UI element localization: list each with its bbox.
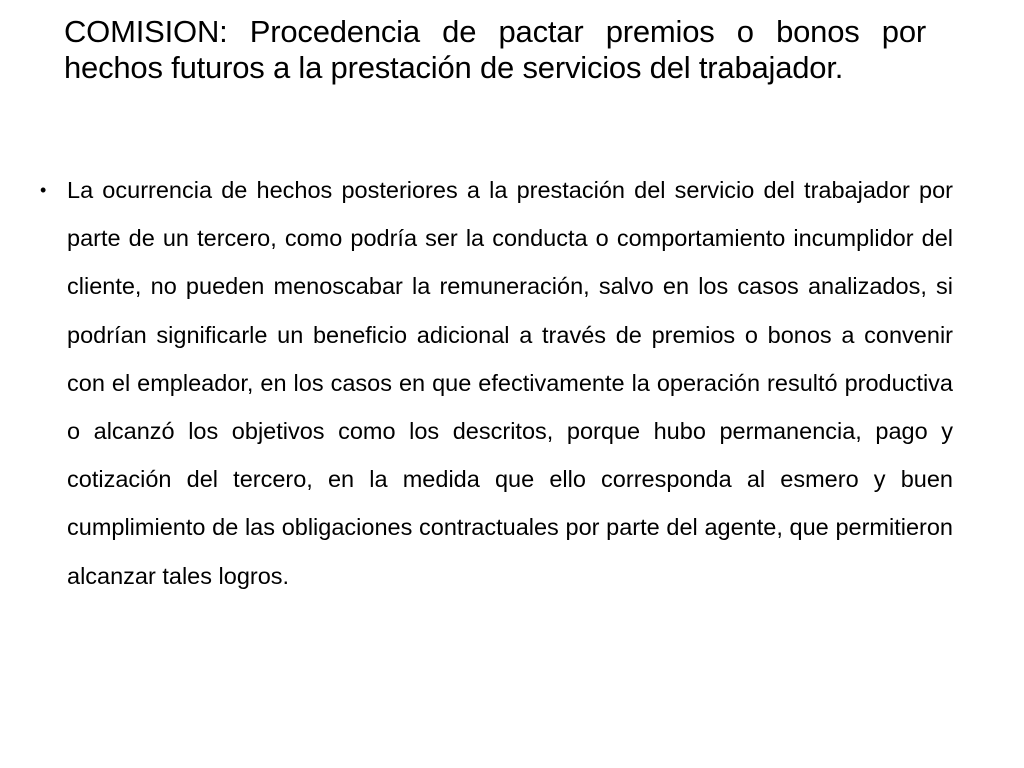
bullet-marker: •: [40, 180, 47, 200]
bullet-item: [40, 166, 953, 600]
slide-title: COMISION: Procedencia de pactar premios o bonos por hechos futuros a la prestación de servicios del trabajador.: [64, 14, 926, 85]
bullet-text: La ocurrencia de hechos posteriores a la prestación del servicio del trabajador por parte de un tercero, como podría ser la conducta o comportamiento incumplidor del cliente, no pueden menoscabar la remuneración, salvo en los casos analizados, si podrían significarle un beneficio adicional a través de premios o bonos a convenir con el empleador, en los casos en que efectivamente la operación resultó productiva o alcanzó los objetivos como los descritos, porque hubo permanencia, pago y cotización del tercero, en la medida que ello corresponda al esmero y buen cumplimiento de las obligaciones contractuales por parte del agente, que permitieron alcanzar tales logros.: [67, 177, 953, 589]
bullet-list: [40, 166, 953, 600]
